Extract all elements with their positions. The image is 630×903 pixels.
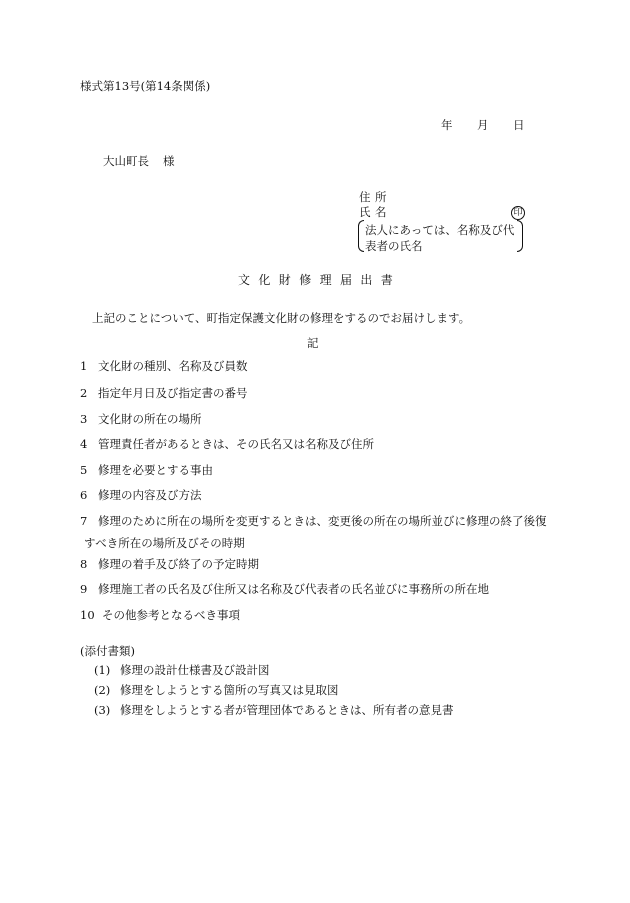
- item-number: 9: [80, 582, 88, 596]
- list-item: [80, 465, 213, 477]
- list-item: [80, 361, 248, 373]
- list-item: [80, 490, 202, 502]
- date-day: 日: [513, 118, 525, 132]
- date-year: 年: [441, 118, 453, 132]
- list-item: [80, 439, 374, 451]
- body-text: 上記のことについて、町指定保護文化財の修理をするのでお届けします。: [92, 311, 471, 325]
- attachment-number: (2): [94, 683, 111, 697]
- item-number: 4: [80, 437, 88, 451]
- item-text: 文化財の所在の場所: [98, 412, 202, 426]
- item-number: 5: [80, 463, 88, 477]
- attachment-number: (3): [94, 703, 111, 717]
- address-label-2: 所: [375, 190, 387, 204]
- seal-mark: 印: [511, 206, 525, 220]
- item-text: 修理施工者の氏名及び住所又は名称及び代表者の氏名並びに事務所の所在地: [98, 582, 489, 596]
- item-number: 8: [80, 557, 88, 571]
- corporate-note-line2: 表者の氏名: [365, 239, 423, 253]
- item-text-continued: すべき所在の場所及びその時期: [84, 536, 245, 550]
- address-label-1: 住: [359, 190, 371, 204]
- item-number: 2: [80, 386, 88, 400]
- addressee: [103, 156, 175, 168]
- item-number: 10: [80, 608, 95, 622]
- item-number: 1: [80, 359, 88, 373]
- list-item: [80, 559, 259, 571]
- addressee-honorific: 様: [163, 154, 175, 168]
- name-field: [359, 207, 387, 219]
- address-field: [359, 192, 387, 204]
- item-text: 管理責任者があるときは、その氏名又は名称及び住所: [98, 437, 374, 451]
- left-bracket: [358, 220, 364, 252]
- document-title: 文化財修理届出書: [238, 273, 402, 287]
- item-text: 修理の内容及び方法: [98, 488, 202, 502]
- corporate-note: [358, 220, 523, 253]
- attachment-text: 修理をしようとする者が管理団体であるときは、所有者の意見書: [120, 703, 454, 717]
- date-month: 月: [477, 118, 489, 132]
- attachment-item: [94, 705, 454, 717]
- item-text: 修理の着手及び終了の予定時期: [98, 557, 259, 571]
- list-item: [80, 584, 489, 596]
- ki-heading: 記: [307, 336, 319, 350]
- addressee-name: 大山町長: [103, 154, 149, 168]
- corporate-note-line1: 法人にあっては、名称及び代: [365, 223, 515, 237]
- attachment-item: [94, 665, 270, 677]
- name-label-1: 氏: [359, 205, 371, 219]
- attachments-heading: (添付書類): [80, 644, 135, 658]
- attachment-item: [94, 685, 339, 697]
- attachment-text: 修理の設計仕様書及び設計図: [120, 663, 270, 677]
- item-text: その他参考となるべき事項: [102, 608, 240, 622]
- right-bracket: [517, 220, 523, 252]
- item-text: 修理を必要とする事由: [98, 463, 213, 477]
- date-line: [441, 120, 525, 132]
- item-number: 7: [80, 514, 88, 528]
- item-text: 指定年月日及び指定書の番号: [98, 386, 248, 400]
- item-text: 修理のために所在の場所を変更するときは、変更後の所在の場所並びに修理の終了後復: [98, 514, 547, 528]
- item-number: 3: [80, 412, 88, 426]
- attachment-number: (1): [94, 663, 111, 677]
- list-item: [80, 510, 550, 554]
- list-item: [80, 388, 248, 400]
- list-item: [80, 610, 240, 622]
- item-number: 6: [80, 488, 88, 502]
- item-text: 文化財の種別、名称及び員数: [98, 359, 248, 373]
- form-number: 様式第13号(第14条関係): [80, 79, 211, 93]
- list-item: [80, 414, 202, 426]
- name-label-2: 名: [375, 205, 387, 219]
- attachment-text: 修理をしようとする箇所の写真又は見取図: [120, 683, 339, 697]
